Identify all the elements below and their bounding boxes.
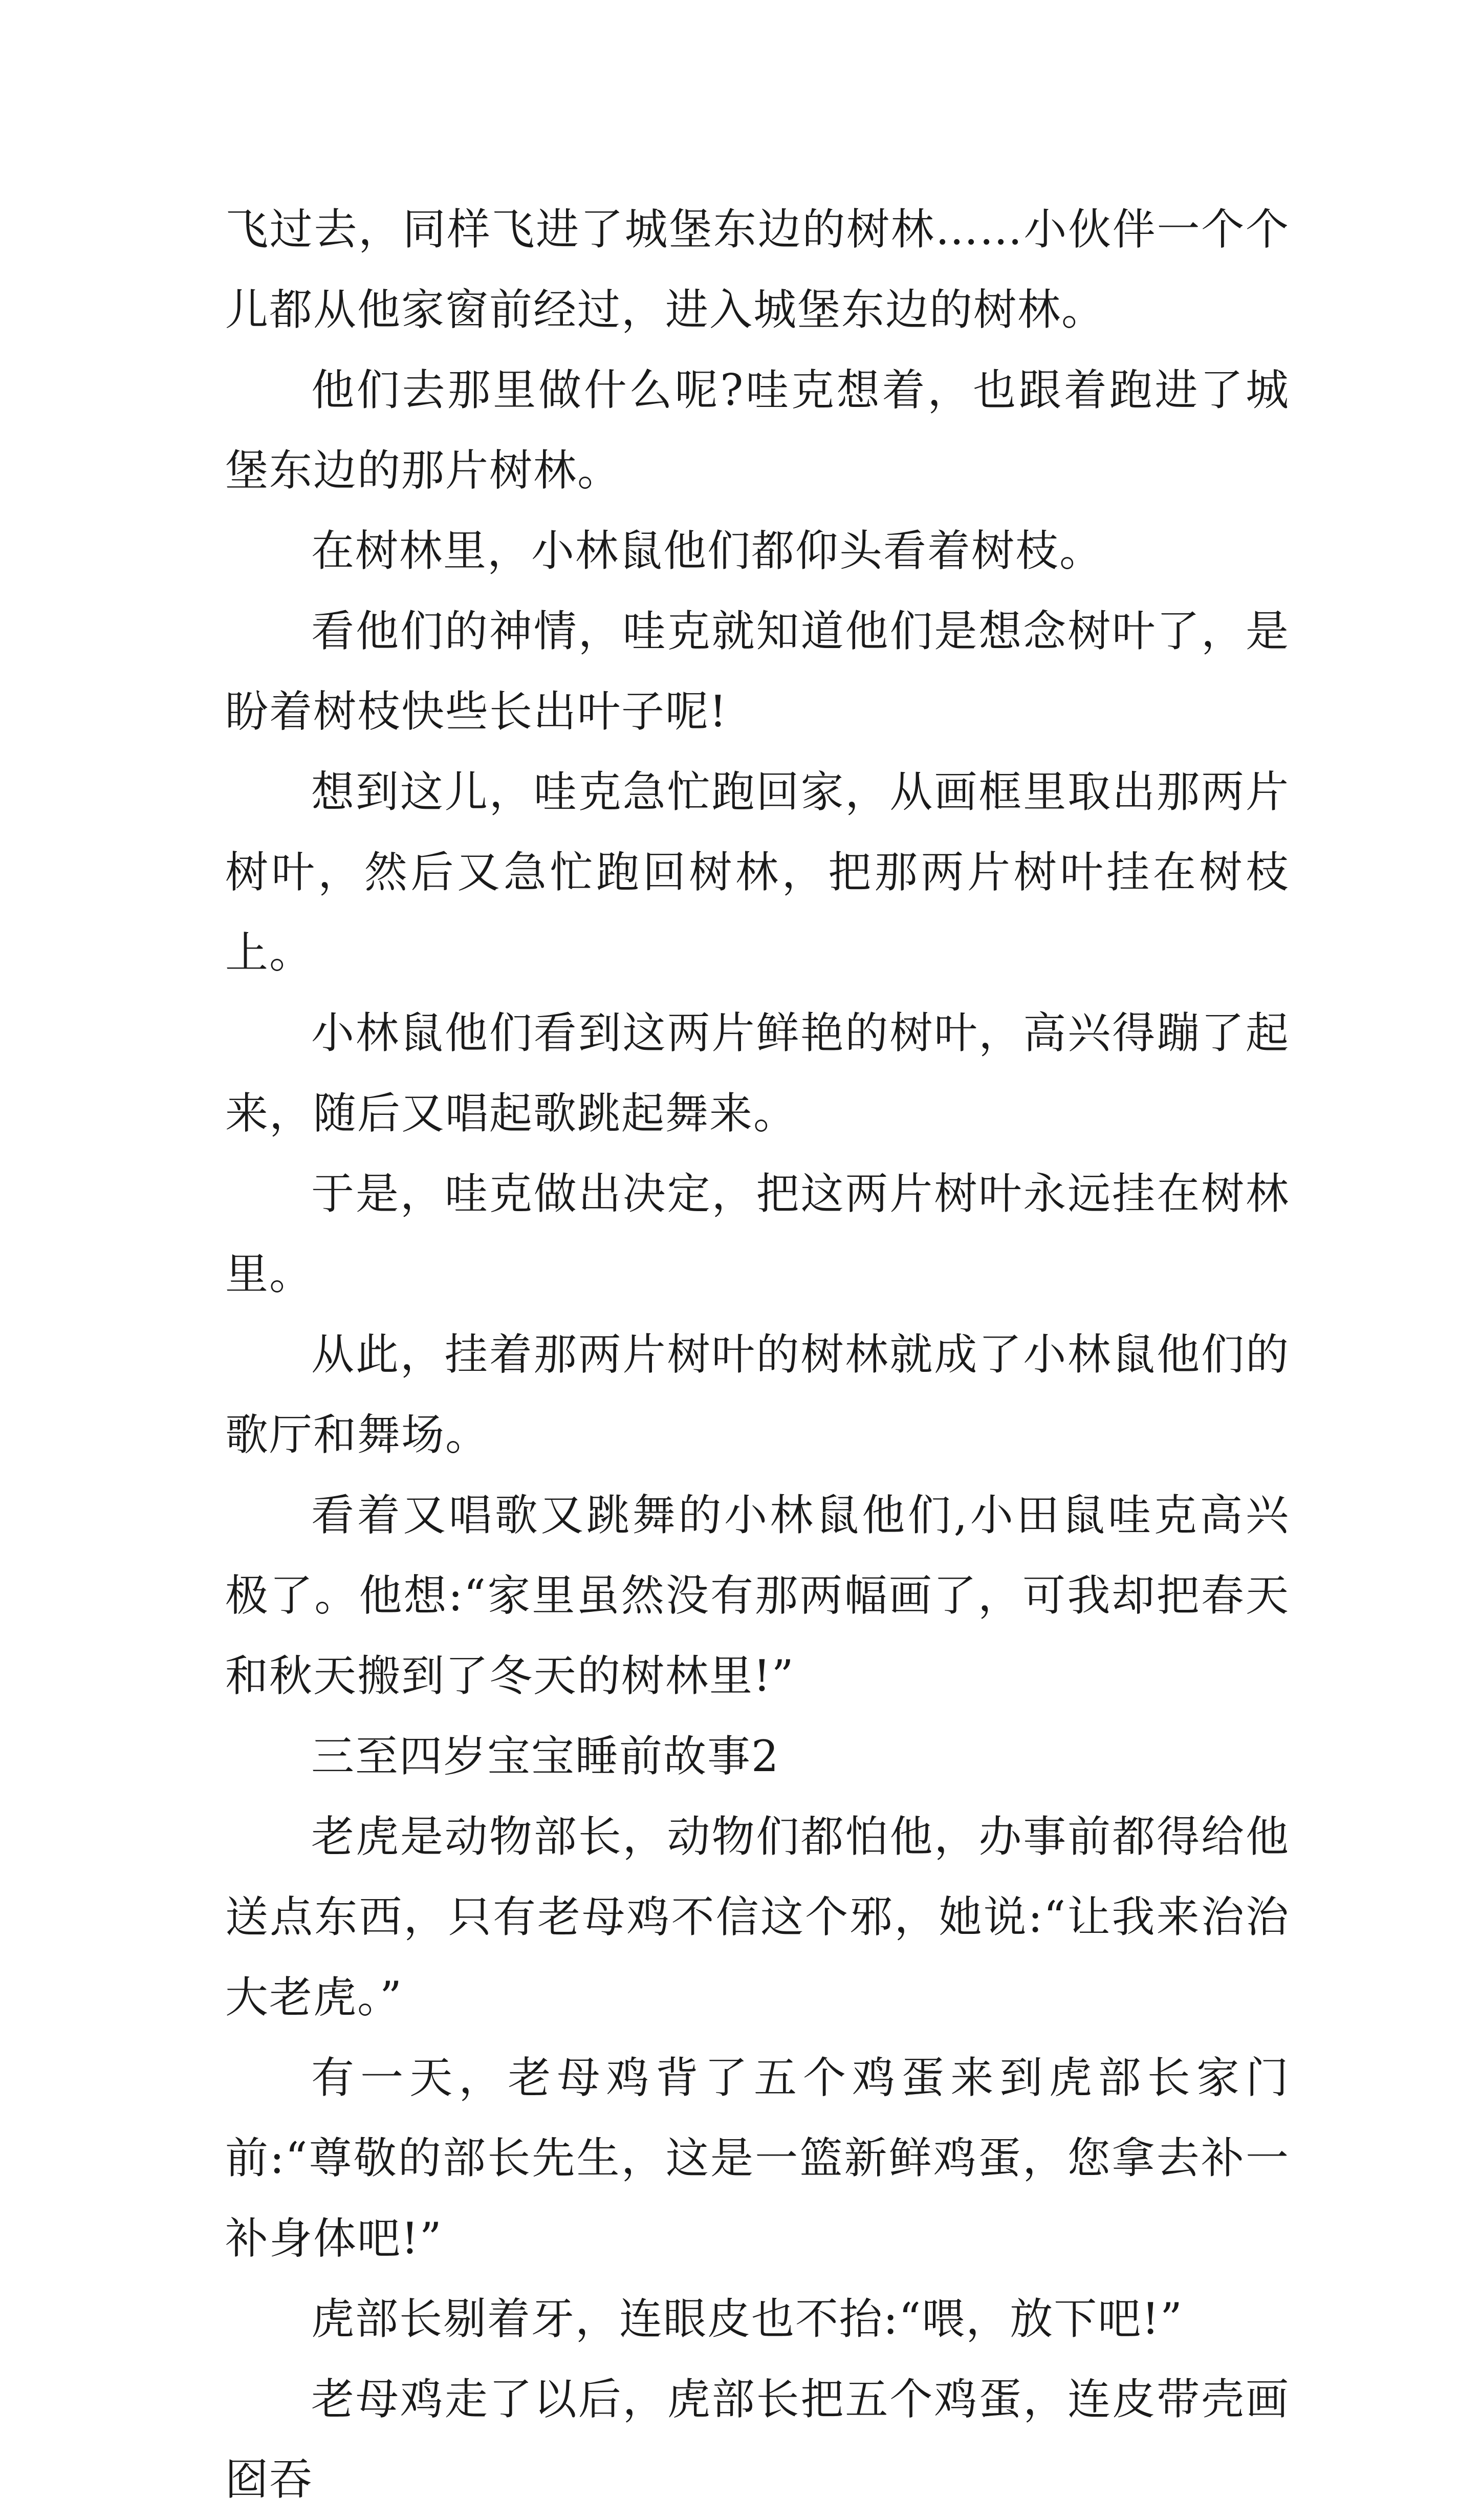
paragraph: 想到这儿，哇克急忙跑回家，从画框里取出那两片树叶，然后又急忙跑回树林，把那两片树叶挂在树枝上。 — [225, 767, 1290, 978]
paragraph: 飞过去，同样飞进了城堡东边的树林……小伙伴一个个儿都从他家窗前经过，进入城堡东边的树林。 — [225, 204, 1290, 335]
paragraph: 小林鼠他们看到这两片鲜艳的树叶，高兴得蹦了起来，随后又唱起歌跳起舞来。 — [225, 1008, 1290, 1138]
paragraph: 老虎是动物部长，动物们都怕他，办事前都得给他送点东西，只有老母鸡不信这个邪，她说:“让我来治治大老虎。” — [225, 1812, 1290, 2022]
paragraph: 看着又唱歌又跳舞的小林鼠他们,小田鼠哇克高兴极了。他想:“家里虽然没有那两幅画了，可我却把春天和秋天搬到了冬天的树林里!” — [225, 1490, 1290, 1701]
paragraph: 有一天，老母鸡背了五个鸡蛋来到虎部长家门前:“尊敬的部长先生，这是一篮新鲜鸡蛋，您拿去补一补身体吧!” — [225, 2053, 1290, 2264]
paragraph: 虎部长剔着牙，连眼皮也不抬:“喂，放下吧!” — [311, 2294, 1183, 2344]
paragraph: 从此，挂着那两片树叶的树林就成了小林鼠他们的歌厅和舞场。 — [225, 1329, 1290, 1460]
paragraph: 在树林里，小林鼠他们都仰头看着树枝。 — [311, 526, 1104, 576]
paragraph: 他们去那里做什么呢?哇克想着，也跟着跑进了城堡东边的那片树林。 — [225, 365, 1290, 496]
paragraph: 看他们的神情，哇克就知道他们是想念树叶了，是盼着树枝快些长出叶子呢! — [225, 606, 1290, 737]
document-body — [225, 189, 1290, 2520]
paragraph: 于是，哇克做出决定，把这两片树叶永远挂在树林里。 — [225, 1169, 1290, 1299]
section-heading: 三至四岁宝宝睡前故事2 — [311, 1731, 780, 1781]
paragraph: 老母鸡走了以后，虎部长把五个鸡蛋，连皮带壳画囵吞 — [225, 2374, 1290, 2505]
